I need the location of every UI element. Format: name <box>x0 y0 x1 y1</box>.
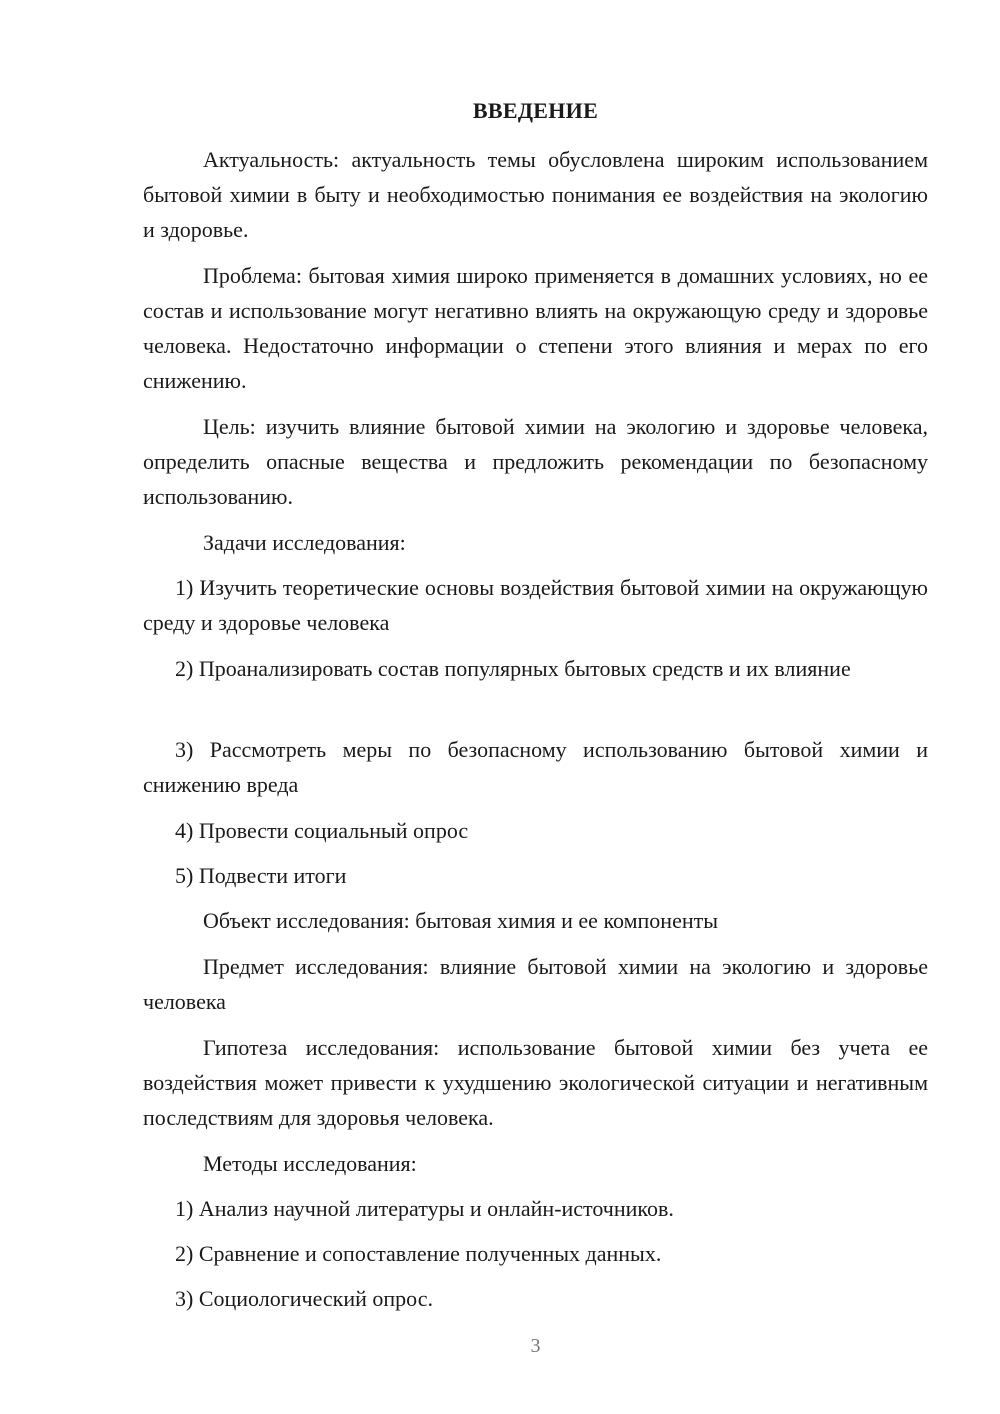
page-number: 3 <box>530 1335 541 1357</box>
task-item-4: 4) Провести социальный опрос <box>175 818 469 843</box>
method-item-3: 3) Социологический опрос. <box>175 1286 433 1311</box>
method-item-1: 1) Анализ научной литературы и онлайн-источников. <box>175 1196 674 1221</box>
object-paragraph: Объект исследования: бытовая химия и ее компоненты <box>203 908 719 933</box>
subject-paragraph: Предмет исследования: влияние бытовой химии на экологию и здоровье человека <box>143 954 928 1014</box>
page-title: ВВЕДЕНИЕ <box>472 98 599 123</box>
methods-heading: Методы исследования: <box>203 1151 417 1176</box>
hypothesis-paragraph: Гипотеза исследования: использование бытовой химии без учета ее воздействия может привести к ухудшению экологической ситуации и негативным последствиям для здоровья человека. <box>143 1035 928 1130</box>
relevance-paragraph: Актуальность: актуальность темы обусловлена широким использованием бытовой химии в быту и необходимостью понимания ее воздействия на экологию и здоровье. <box>143 147 928 242</box>
document-page <box>143 0 928 1414</box>
goal-paragraph: Цель: изучить влияние бытовой химии на экологию и здоровье человека, определить опасные вещества и предложить рекомендации по безопасному использованию. <box>143 414 928 509</box>
tasks-heading: Задачи исследования: <box>203 530 406 555</box>
task-item-1: 1) Изучить теоретические основы воздействия бытовой химии на окружающую среду и здоровье человека <box>143 575 928 635</box>
task-item-3: 3) Рассмотреть меры по безопасному использованию бытовой химии и снижению вреда <box>143 737 928 797</box>
method-item-2: 2) Сравнение и сопоставление полученных данных. <box>175 1241 662 1266</box>
task-item-5: 5) Подвести итоги <box>175 863 347 888</box>
problem-paragraph: Проблема: бытовая химия широко применяется в домашних условиях, но ее состав и использование могут негативно влиять на окружающую среду и здоровье человека. Недостаточно информации о степени этого влияния и мерах по его снижению. <box>143 263 928 393</box>
task-item-2: 2) Проанализировать состав популярных бытовых средств и их влияние <box>175 656 851 681</box>
